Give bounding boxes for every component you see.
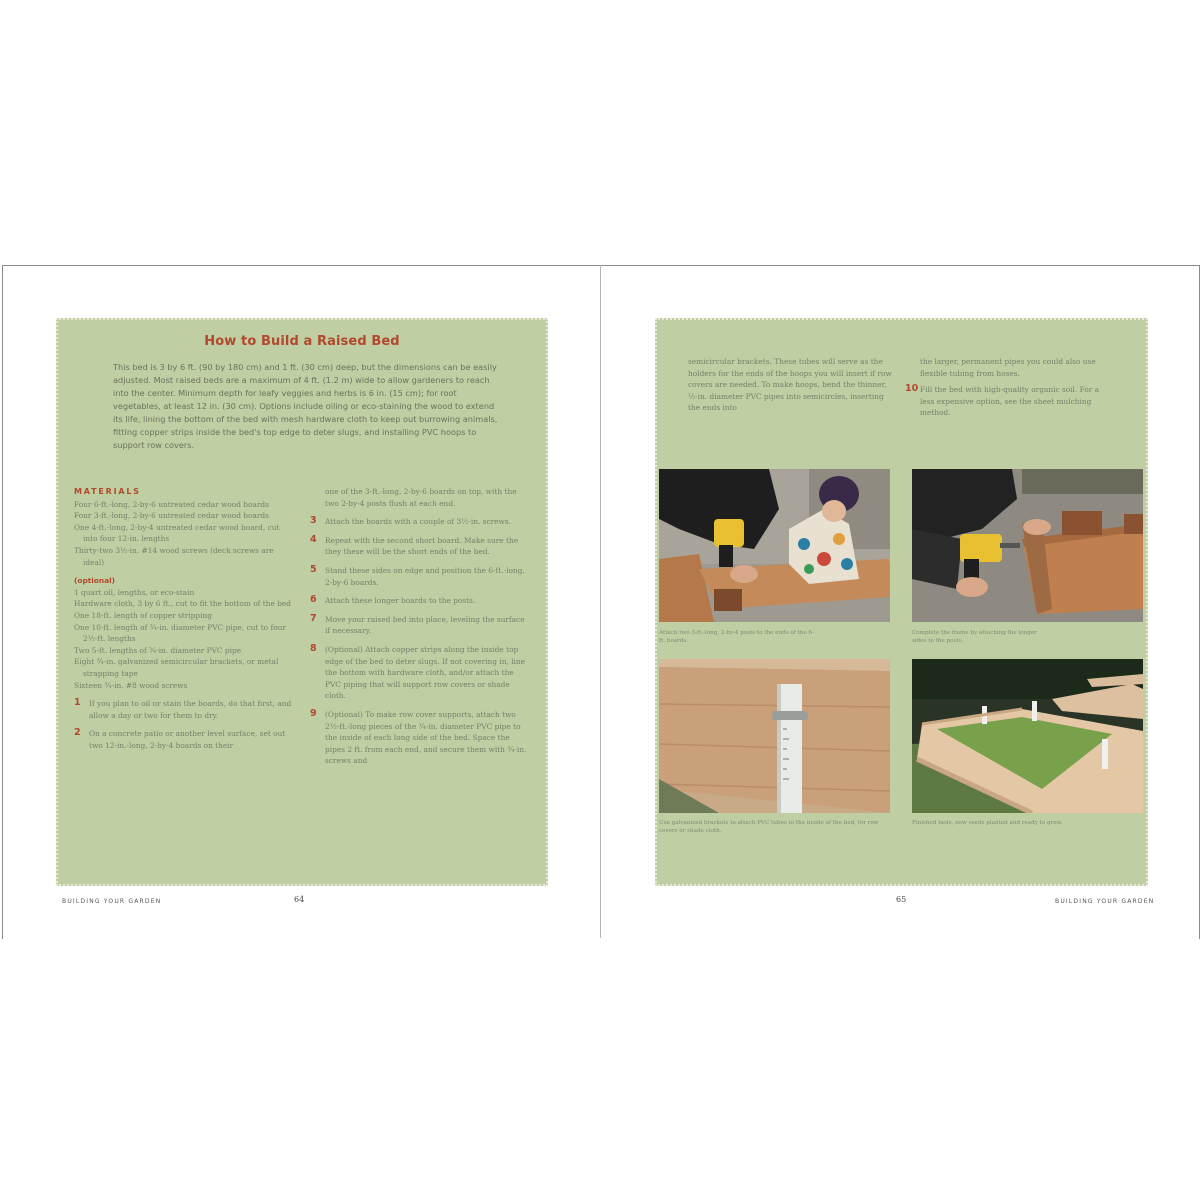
photo-drilling-posts (659, 469, 890, 622)
step-number: 3 (310, 515, 317, 527)
photo-finished-beds (912, 659, 1143, 813)
right-footer-label: BUILDING YOUR GARDEN (1055, 898, 1155, 905)
intro-paragraph: This bed is 3 by 6 ft. (90 by 180 cm) and 1 ft. (30 cm) deep, but the dimensions can be easily adjusted. Most raised beds are a maximum of 4 ft. (1.2 m) wide to allow gardeners to reach into the center. Minimum depth for leafy veggies and herbs is 6 in. (15 cm); for root vegetables, at least 12 in. (30 cm). Options include oiling or eco-staining the wood to extend its life, lining the bottom of the bed with mesh hardware cloth to keep out burrowing animals, fitting copper strips inside the bed's top edge to deter slugs, and installing PVC hoops to support row covers. (113, 362, 498, 450)
step-text: If you plan to oil or stain the boards, do that first, and allow a day or two for them to dry. (89, 699, 292, 720)
optional-heading: (optional) (74, 576, 116, 586)
step-8 (310, 644, 532, 702)
left-page-number: 64 (294, 895, 305, 904)
left-footer-label: BUILDING YOUR GARDEN (62, 898, 162, 905)
material-item: Four 3-ft.-long, 2-by-6 untreated cedar wood boards (74, 511, 269, 521)
left-page-panel (56, 318, 548, 886)
step-9 (310, 709, 532, 767)
optional-item: Sixteen ¾-in. #8 wood screws (74, 680, 188, 690)
step-text: (Optional) To make row cover supports, attach two 2½-ft.-long pieces of the ¾-in. diameter PVC pipe to the inside of each long side of the bed. Space the pipes 2 ft. from each end, and secure them with ¾-in. screws and (325, 709, 527, 766)
right-page-number: 65 (896, 895, 907, 904)
step-text: Fill the bed with high-quality organic soil. For a less expensive option, see the sheet mulching method. (920, 385, 1100, 418)
step-9-continued: the larger, permanent pipes you could also use flexible tubing from hoses. (920, 357, 1096, 378)
step-number: 2 (74, 727, 81, 739)
photo-caption: Use galvanized brackets to attach PVC tubes to the inside of the bed, for row covers or shade cloth. (659, 820, 879, 834)
step-number: 6 (310, 594, 317, 606)
left-column-1 (74, 486, 296, 751)
step-7 (310, 614, 532, 637)
step-text: Move your raised bed into place, leveling the surface if necessary. (325, 614, 525, 636)
step-number: 1 (74, 697, 81, 709)
photo-attaching-sides (912, 469, 1143, 622)
optional-item: One 18-ft. length of copper stripping (74, 610, 212, 620)
photo-pvc-brackets (659, 659, 890, 813)
step-2-continued: one of the 3-ft.-long, 2-by-6 boards on top, with the two 2-by-4 posts flush at each end. (325, 487, 517, 508)
step-text: Repeat with the second short board. Make sure the they these will be the short ends of the bed. (325, 535, 519, 557)
step-2 (74, 728, 296, 751)
photo-caption: Finished beds, new seeds planted and ready to grow. (912, 820, 1063, 826)
photo-caption: Complete the frame by attaching the longer sides to the posts. (912, 630, 1037, 644)
step-3 (310, 516, 532, 528)
optional-item: One 10-ft. length of ¾-in. diameter PVC pipe, cut to four 2½-ft. lengths (74, 622, 286, 644)
step-text: On a concrete patio or another level surface, set out two 12-in.-long, 2-by-4 boards on their (89, 729, 286, 750)
step-text: Attach the boards with a couple of 3½-in. screws. (325, 517, 511, 527)
material-item: Four 6-ft.-long, 2-by-6 untreated cedar wood boards (74, 499, 269, 509)
step-5 (310, 565, 532, 588)
materials-heading: MATERIALS (74, 487, 141, 496)
optional-item: Two 5-ft. lengths of ¾-in. diameter PVC pipe (74, 645, 242, 655)
step-number: 9 (310, 707, 317, 719)
step-4 (310, 535, 532, 558)
right-text-column-1: semicircular brackets. These tubes will serve as the holders for the ends of the hoops you will insert if row covers are needed. To make hoops, bend the thinner, ½-in. diameter PVC pipes into semicircles, inserting the ends into (688, 357, 892, 413)
step-text: (Optional) Attach copper strips along the inside top edge of the bed to deter slugs. If not covering in, line the bottom with hardware cloth, and/or attach the PVC piping that will support row covers or shade cloth. (325, 644, 526, 701)
photo-caption: Attach two 3-ft.-long, 2-by-4 posts to the ends of the 6-ft. boards. (659, 630, 815, 644)
step-1 (74, 698, 296, 721)
step-number: 8 (310, 642, 317, 654)
step-10 (905, 384, 1105, 419)
step-number: 4 (310, 533, 317, 545)
step-number: 10 (905, 383, 919, 395)
step-number: 5 (310, 563, 317, 575)
step-number: 7 (310, 612, 317, 624)
book-gutter (600, 265, 601, 938)
optional-item: Eight ¾-in. galvanized semicircular brackets, or metal strapping tape (74, 657, 279, 678)
page-title: How to Build a Raised Bed (204, 334, 400, 349)
optional-item: 1 quart oil, lengths, or eco-stain (74, 587, 195, 597)
material-item: One 4-ft.-long, 2-by-4 untreated cedar wood board, cut into four 12-in. lengths (74, 522, 280, 544)
optional-item: Hardware cloth, 3 by 6 ft., cut to fit the bottom of the bed (74, 599, 292, 609)
step-text: Stand these sides on edge and position the 6-ft.-long, 2-by-6 boards. (325, 565, 525, 587)
left-column-2 (310, 486, 532, 767)
right-text-column-2 (905, 356, 1105, 419)
material-item: Thirty-two 3½-in. #14 wood screws (deck screws are ideal) (74, 545, 274, 567)
step-6 (310, 595, 532, 607)
right-page-panel (655, 318, 1148, 886)
step-text: Attach these longer boards to the posts. (325, 596, 476, 606)
